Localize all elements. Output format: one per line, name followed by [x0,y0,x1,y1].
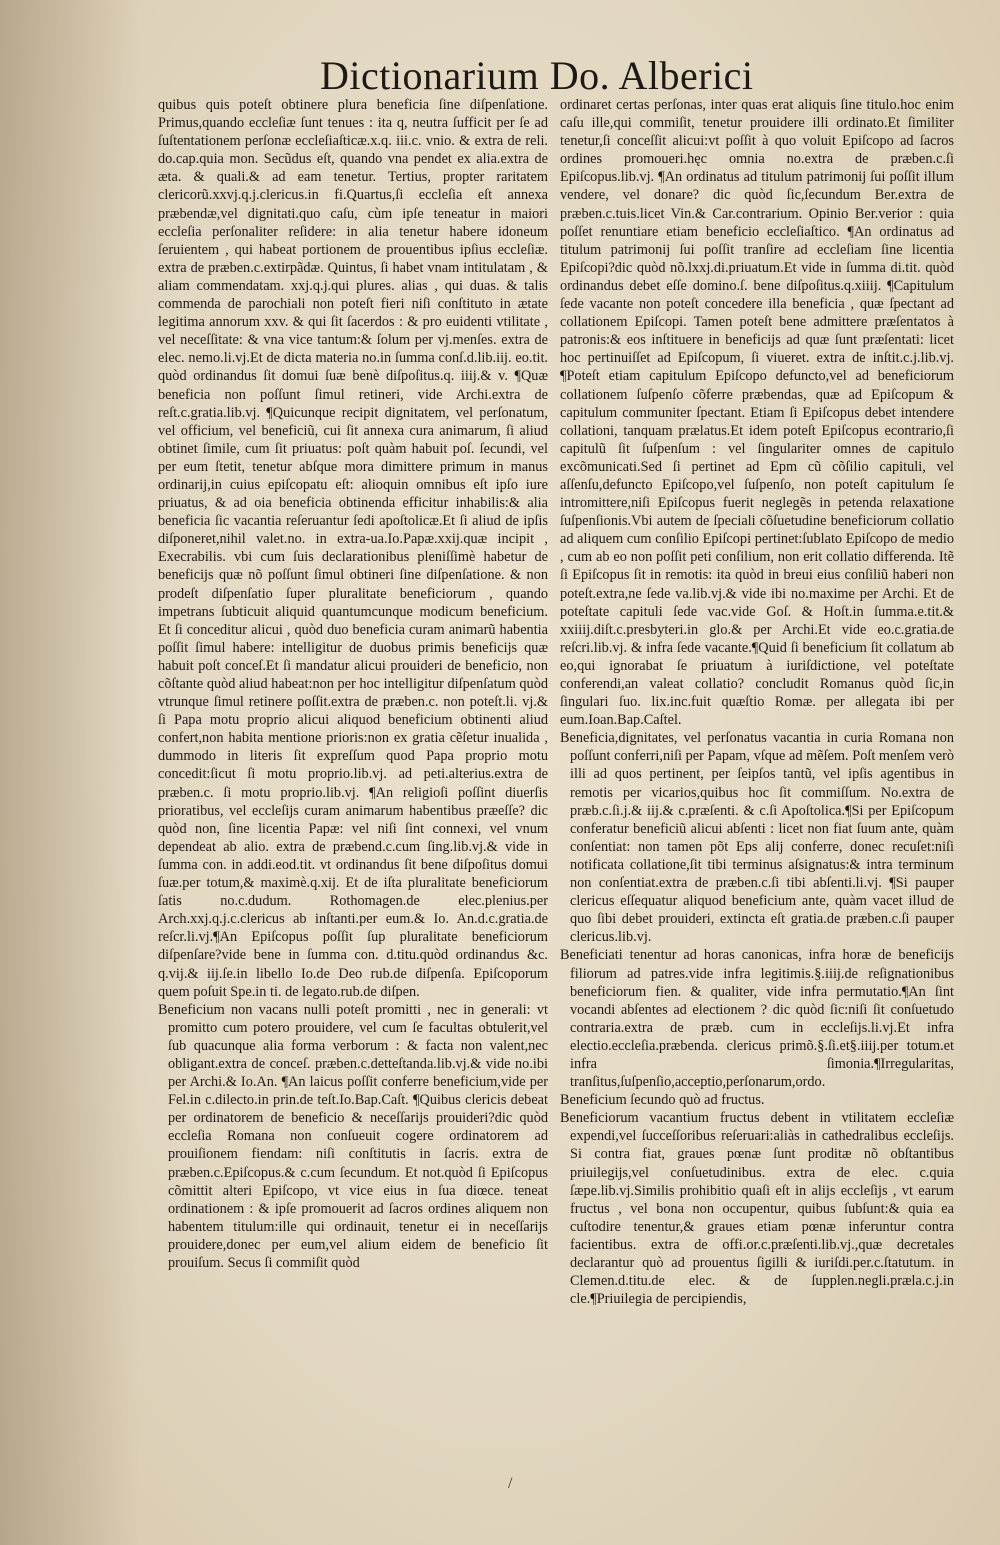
right-entry-1: ordinaret certas perſonas, inter quas erat aliquis ſine titulo.hoc enim caſu ille,qui commiſit, tenetur prouidere illi ordinato.Et ſimiliter tenetur,ſi conceſſit alicui:vt poſſit à quo voluit Epiſcopo ad ſacros ordines promoueri.hęc omnia no.extra de præben.c.ſi Epiſcopus.lib.vj. ¶An ordinatus ad titulum patrimonij ſui poſſit illum vendere, vel donare? dic quòd ſic,ſecundum Ber.extra de præben.c.tuis.licet Vin.& Car.contrarium. Opinio Ber.verior : quia poſſet renuntiare etiam beneficio eccleſiaſtico. ¶An ordinatus ad titulum patrimonij ſui poſſit tranſire ad eccleſiam ſine licentia Epiſcopi?dic quòd nõ.lxxj.di.priuatum.Et vide in ſumma di.tit. quòd ordinandus debet eſſe domino.ſ. bene diſpoſitus.q.xiiij. ¶Capitulum ſede vacante non poteſt concedere illa beneficia , quæ ſpectant ad collationem Epiſcopi. Tamen poteſt bene admittere præſentatos à patronis:& eos inſtituere in beneficijs ad quæ ſunt præſentati: licet hoc pertinuiſſet ad Epiſcopum, ſi viueret. extra de inſtit.c.j.lib.vj. ¶Poteſt etiam capitulum Epiſcopo defuncto,vel ad beneficiorum collationem ſuſpenſo cõferre præbendas, quæ ad Epiſcopum & capitulum communiter ſpectant. Etiam ſi Epiſcopus debet intendere collationi, tanquam prælatus.Et idem poteſt Epiſcopus econtrario,ſi capitulũ ſit ſuſpenſum : vel ſingulariter omnes de capitulo excõmunicati.Sed ſi pertinet ad Epm cũ cõſilio capituli, vel aſſenſu,defuncto Epiſcopo,vel ſuſpenſo, non poteſt capitulum ſe intromittere,niſi Epiſcopus fuerit neglegẽs in petenda relaxatione ſuſpenſionis.Vbi autem de ſpeciali cõſuetudine beneficiorum collatio ad aliquem cum conſilio Epiſcopi pertinet:ſublato Epiſcopo de medio , cum ab eo non poſſit peti conſilium, non erit collatio differenda. Itẽ ſi Epiſcopus ſit in remotis: ita quòd in breui eius conſiliũ haberi non poteſt.extra,ne ſede va.lib.vj.& vide ibi no.maxime per Archi. Et de poteſtate capituli ſede vac.vide Goſ. & Hoſt.in ſumma.e.tit.& xxiiij.diſt.c.presbyteri.in glo.& per Archi.Et vide eo.c.gratia.de reſcri.lib.vj. & infra ſede vacante.¶Quid ſi beneficium ſit collatum ab eo,qui ignorabat ſe priuatum à iuriſdictione, vel poteſtate conferendi,an valeat collatio? concludit Romanus quòd ſic,in ſingulari ſuo. lix.inc.fuit quæſtio Romæ. per allegata ibi per eum.Ioan.Bap.Caſtel. [560,97,954,729]
right-column [560,96,954,1308]
page-header [0,52,1000,100]
right-entry-beneficiorum-vacantium: Beneficiorum vacantium fructus debent in vtilitatem eccleſiæ expendi,vel ſucceſſoribus reſeruari:aliàs in cathedralibus eccleſijs. Si contra fiat, graues pœnæ ſunt proditæ nõ obſtantibus priuilegijs,vel conſuetudinibus. extra de elec. c.quia ſæpe.lib.vj.Similis prohibitio quaſi eſt in alijs eccleſijs , vt earum fructus , vel bona non occupentur, quibus ſubſunt:& quia ea cuſtodire tenentur,& graues etiam pœnæ inferuntur contra facientibus. extra de offi.or.c.præſenti.lib.vj.,quæ decretales declarantur quò ad prouentus ſigilli & iuriſdi.per.c.ſtatutum. in Clemen.d.titu.de elec. & de ſupplen.negli.præla.c.j.in cle.¶Priuilegia de percipiendis, [560,1110,954,1308]
right-entry-beneficium-secundo: Beneficium ſecundo quò ad fructus. [560,1092,765,1109]
folio-mark: / [508,1475,513,1492]
running-title: Dictionarium Do. Alberici [320,53,754,98]
page-edge-shadow [0,0,140,1545]
left-column [158,96,548,1272]
right-entry-beneficiati: Beneficiati tenentur ad horas canonicas, infra horæ de beneficijs filiorum ad patres.vide infra legitimis.§.iiij.de reſignationibus beneficiorum fien. & qualiter, vide infra permutatio.¶An ſint vocandi abſentes ad electionem ? dic quòd ſic:niſi ſit conſuetudo contraria.extra de præb. cum in eccleſijs.li.vj.Et infra electio.eccleſia.præbenda. clericus primõ.§.ſi.et§.iiij.per totum.et infra ſimonia.¶Irregularitas, tranſitus,ſuſpenſio,acceptio,perſonarum,ordo. [560,947,954,1091]
left-entry-beneficium-non-vacans: Beneficium non vacans nulli poteſt promitti , nec in generali: vt promitto cum potero prouidere, vel cum ſe facultas obtulerit,vel ſub quacunque alia forma verborum : & facta non valent,nec obligant.extra de conceſ. præben.c.detteſtanda.lib.vj.& vide no.ibi per Archi.& Io.An. ¶An laicus poſſit conferre beneficium,vide per Fel.in c.dilecto.in prin.de teſt.Io.Bap.Caſt. ¶Quibus clericis debeat per ordinatorem de beneficio & neceſſarijs prouideri?dic quòd eccleſia Romana non conſueuit cogere ordinatorem ad prouiſionem fiendam: niſi conſtitutis in ſacris. extra de præben.c.Epiſcopus.& c.cum ſecundum. Et not.quòd ſi Epiſcopus cõmittit alteri Epiſcopo, vt vice eius in ſua diœce. teneat ordinationem : & ipſe promouerit ad ſacros ordines aliquem non habentem titulum:ille qui ordinauit, tenetur ei in neceſſarijs prouidere,donec per eum,vel alium eidem de beneficio ſit prouiſum. Secus ſi commiſit quòd [158,1001,548,1271]
left-entry-1: quibus quis poteſt obtinere plura beneficia ſine diſpenſatione. Primus,quando eccleſiæ ſunt tenues : ita q, neutra ſufficit per ſe ad ſuſtentationem perſonæ eccleſiaſticæ.x.q. iii.c. vnio. & extra de reli. do.cap.quia mon. Secũdus eſt, quando vna pendet ex alia.extra de æta. & quali.& ad eam tenetur. Tertius, propter raritatem clericorũ.xxvj.q.j.clericus.in fi.Quartus,ſi eccleſia eſt annexa præbendæ,vel dignitati.quo caſu, cùm ipſe teneatur in maiori eccleſia perſonaliter reſidere: in alia tenetur habere idoneum ſeruientem , qui habeat portionem de prouentibus ipſius eccleſiæ. extra de præben.c.extirpãdæ. Quintus, ſi habet vnam intitulatam , & aliam commendatam. xxj.q.j.qui plures. alias , qui duas. & talis commenda de parochiali non poteſt fieri niſi conſtituto in ætate legitima annorum xxv. & qui ſit ſacerdos : & pro euidenti vtilitate , vel neceſſitate: & vna vice tantum:& ſolum per vj.menſes. extra de elec. nemo.li.vj.Et de dicta materia no.in ſumma conſ.d.lib.iij. eo.tit. quòd ordinandus ſit domui ſuæ benè diſpoſitus.q. iiij.& v. ¶Quæ beneficia non poſſunt ſimul retineri, vide Archi.extra de reſt.c.gratia.lib.vj. ¶Quicunque recipit dignitatem, vel perſonatum, vel officium, vel beneficiũ, cui ſit annexa cura animarum, ſi aliud obtinet ſimile, cum ſit priuatus: poſt quàm habuit poſ. ſecundi, vel per eum ſtetit, tenetur abſque mora dimittere primum in manus ordinarij,in cuius epiſcopatu eſt: alioquin omnibus eſt ipſo iure priuatus, & ad oia beneficia obtinenda efficitur inhabilis:& alia beneficia ſic vacantia reſeruantur ſedi apoſtolicæ.Et ſi aliud de ipſis diſponeret,nihil valet.no. in extra-ua.Io.Papæ.xxij.quæ incipit , Execrabilis. vbi cum ſuis declarationibus pleniſſimè habetur de beneficijs quæ nõ poſſunt ſimul obtineri ſine diſpenſatione. & non prodeſt diſpenſatio ſuper pluralitate beneficiorum , quando impetrans ſubticuit aliquid quantumcunque modicum beneficium. Et ſi conceditur alicui , quòd duo beneficia curam animarũ habentia poſſit ſimul habere: intelligitur de duobus primis beneficijs quæ habuit poſt conceſ.Et ſi mandatur alicui prouideri de beneficio, non cõſtante quòd aliud habeat:non per hoc intelligitur diſpenſatum quòd vtrunque ſimul retinere poſſit.extra de præben.c. non poteſt.li. vj.& ſi Papa motu proprio alicui aliquod beneficium obtinenti aliud confert,non habita mentione prioris:non ex gratia cẽſetur inualida , dummodo in literis ſit expreſſum quod Papa proprio motu concedit:ſicut ſi motu proprio.lib.vj. ad peti.alterius.extra de præben.c. ſi motu proprio.lib.vj. ¶An religioſi poſſint diuerſis prioratibus, vel eccleſijs curam animarum habentibus præeſſe? dic quòd non, ſine licentia Papæ: vel niſi ſint connexi, vel vnum dependeat ab alio. extra de præbend.c.cum ſing.lib.vj.& vide in ſumma con. in addi.eod.tit. vt ordinandus ſit bene diſpoſitus domui ſuæ.per totum,& maximè.q.xij. Et de iſta pluralitate beneficiorum ſatis no.c.dudum. Rothomagen.de elec.plenius.per Arch.xxj.q.j.c.clericus ab inſtanti.per eum.& Io. An.d.c.gratia.de reſcr.li.vj.¶An Epiſcopus poſſit ſup pluralitate beneficiorum diſpenſare?vide bene in ſumma con. d.titu.quòd ordinandus &c. q.vij.& iij.ſe.in libello Io.de Deo rub.de diſpenſa. Epiſcoporum quem poſuit Spe.in ti. de legato.rub.de diſpen. [158,97,548,1000]
right-entry-beneficia-dignitates: Beneficia,dignitates, vel perſonatus vacantia in curia Romana non poſſunt conferri,niſi per Papam, vſque ad mẽſem. Poſt menſem verò illi ad quos pertinent, per ſeipſos tantũ, vel ipſis agentibus in remotis per vicarios,quibus hoc ſit commiſſum. No.extra de præb.c.ſi.j.& iij.& c.præſenti. & c.ſi Apoſtolica.¶Si per Epiſcopum conferatur beneficiũ alicui abſenti : licet non fiat ſuum ante, quàm conſentiat: non tamen põt Eps alij conferre, donec recuſet:niſi notificata collatione,ſit tibi terminus aſsignatus:& intra terminum non conſentiat.extra de præben.c.ſi tibi abſenti.li.vj. ¶Si pauper clericus eſſequatur aliquod beneficium ante, quàm vacet illud de quo ſibi debet prouideri, extincta eſt gratia.de præben.c.ſi pauper clericus.lib.vj. [560,730,954,946]
